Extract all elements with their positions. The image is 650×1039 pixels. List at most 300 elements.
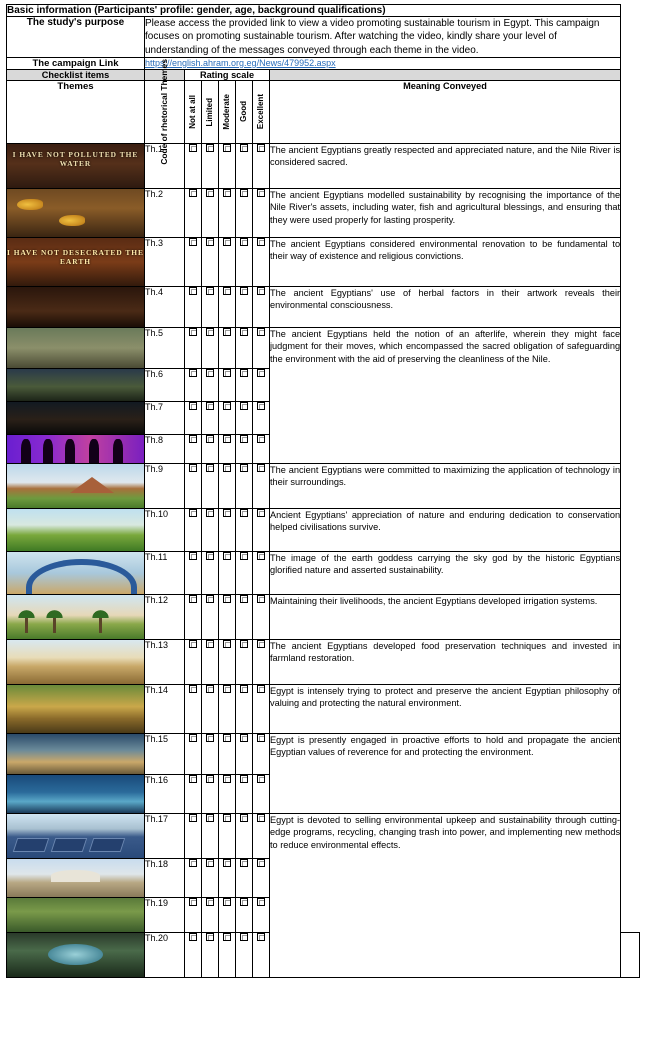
checkbox-icon[interactable]	[240, 685, 248, 693]
checkbox-icon[interactable]	[257, 287, 265, 295]
checkbox-icon[interactable]	[240, 287, 248, 295]
table-row	[7, 188, 640, 237]
pyramid-icon	[70, 477, 114, 493]
checkbox-icon[interactable]	[223, 734, 231, 742]
checkbox-icon[interactable]	[206, 328, 214, 336]
thumbnail-dark-scene	[7, 402, 144, 434]
checkbox-icon[interactable]	[240, 402, 248, 410]
rating-checkbox-1[interactable]	[202, 684, 219, 733]
checkbox-icon[interactable]	[240, 328, 248, 336]
rating-checkbox-0[interactable]	[185, 143, 202, 188]
rating-checkbox-1[interactable]	[202, 463, 219, 508]
rating-checkbox-3[interactable]	[236, 774, 253, 813]
checkbox-icon[interactable]	[223, 933, 231, 941]
table-row	[7, 508, 640, 551]
rating-checkbox-3[interactable]	[236, 932, 253, 977]
rating-checkbox-4[interactable]	[253, 594, 270, 639]
rating-checkbox-1[interactable]	[202, 143, 219, 188]
theme-thumbnail	[7, 551, 145, 594]
rating-checkbox-2[interactable]	[219, 368, 236, 401]
checkbox-icon[interactable]	[257, 238, 265, 246]
theme-thumbnail	[7, 897, 145, 932]
checkbox-icon[interactable]	[223, 287, 231, 295]
checkbox-icon[interactable]	[240, 369, 248, 377]
checkbox-icon[interactable]	[257, 898, 265, 906]
study-purpose-row	[7, 17, 640, 58]
thumbnail-farming-scene	[7, 640, 144, 684]
rating-checkbox-2[interactable]	[219, 508, 236, 551]
theme-code: Th.1	[145, 143, 185, 188]
theme-thumbnail	[7, 434, 145, 463]
rating-checkbox-3[interactable]	[236, 463, 253, 508]
rating-checkbox-0[interactable]	[185, 401, 202, 434]
theme-meaning: The ancient Egyptians developed food preservation techniques and invested in farmland restoration.	[270, 639, 621, 684]
rating-checkbox-3[interactable]	[236, 594, 253, 639]
rating-checkbox-4[interactable]	[253, 188, 270, 237]
theme-meaning: The ancient Egyptians' use of herbal factors in their artwork reveals their environmental consciousness.	[270, 286, 621, 327]
rating-checkbox-3[interactable]	[236, 813, 253, 858]
checkbox-icon[interactable]	[257, 509, 265, 517]
rating-checkbox-2[interactable]	[219, 434, 236, 463]
rating-checkbox-0[interactable]	[185, 594, 202, 639]
rating-checkbox-0[interactable]	[185, 897, 202, 932]
checkbox-icon[interactable]	[257, 435, 265, 443]
checkbox-icon[interactable]	[223, 144, 231, 152]
checkbox-icon[interactable]	[223, 369, 231, 377]
theme-code: Th.18	[145, 858, 185, 897]
checkbox-icon[interactable]	[206, 859, 214, 867]
rating-checkbox-0[interactable]	[185, 286, 202, 327]
basic-information-row	[7, 5, 640, 17]
rating-checkbox-0[interactable]	[185, 684, 202, 733]
rating-checkbox-3[interactable]	[236, 551, 253, 594]
checkbox-icon[interactable]	[257, 933, 265, 941]
rating-checkbox-0[interactable]	[185, 813, 202, 858]
theme-code: Th.3	[145, 237, 185, 286]
theme-thumbnail	[7, 143, 145, 188]
rating-checkbox-3[interactable]	[236, 401, 253, 434]
thumbnail-earth-inscription	[7, 238, 144, 286]
scale-header-good	[236, 80, 253, 143]
palm-tree-icon	[53, 615, 56, 633]
theme-thumbnail	[7, 774, 145, 813]
rating-checkbox-4[interactable]	[253, 143, 270, 188]
theme-meaning: Maintaining their livelihoods, the ancient Egyptians developed irrigation systems.	[270, 594, 621, 639]
rating-checkbox-2[interactable]	[219, 551, 236, 594]
theme-meaning: The ancient Egyptians were committed to maximizing the application of technology in their surroundings.	[270, 463, 621, 508]
theme-meaning: Ancient Egyptians' appreciation of nature and enduring dedication to conservation helped civilisations survive.	[270, 508, 621, 551]
rating-checkbox-2[interactable]	[219, 237, 236, 286]
checkbox-icon[interactable]	[206, 640, 214, 648]
rating-checkbox-1[interactable]	[202, 639, 219, 684]
thumbnail-solar-panels	[7, 814, 144, 858]
thumbnail-silhouettes	[7, 435, 144, 463]
rating-checkbox-4[interactable]	[253, 639, 270, 684]
table-row	[7, 143, 640, 188]
rating-checkbox-2[interactable]	[219, 813, 236, 858]
checkbox-icon[interactable]	[257, 402, 265, 410]
thumbnail-nile-landscape	[7, 369, 144, 401]
rating-checkbox-1[interactable]	[202, 434, 219, 463]
rating-checkbox-2[interactable]	[219, 684, 236, 733]
solar-panel-icon	[13, 838, 50, 852]
checkbox-icon[interactable]	[189, 775, 197, 783]
checkbox-icon[interactable]	[189, 552, 197, 560]
rating-checkbox-3[interactable]	[236, 639, 253, 684]
theme-code: Th.13	[145, 639, 185, 684]
rating-checkbox-3[interactable]	[236, 434, 253, 463]
checkbox-icon[interactable]	[223, 775, 231, 783]
rating-checkbox-1[interactable]	[202, 897, 219, 932]
rating-checkbox-4[interactable]	[253, 774, 270, 813]
theme-code: Th.10	[145, 508, 185, 551]
checkbox-icon[interactable]	[189, 435, 197, 443]
checkbox-icon[interactable]	[257, 685, 265, 693]
column-header-row	[7, 80, 640, 143]
checkbox-icon[interactable]	[257, 859, 265, 867]
checkbox-icon[interactable]	[223, 464, 231, 472]
checkbox-icon[interactable]	[189, 898, 197, 906]
theme-thumbnail	[7, 286, 145, 327]
rating-checkbox-1[interactable]	[202, 813, 219, 858]
rating-checkbox-2[interactable]	[219, 774, 236, 813]
rating-checkbox-0[interactable]	[185, 551, 202, 594]
rating-checkbox-2[interactable]	[219, 188, 236, 237]
palm-tree-icon	[99, 615, 102, 633]
checkbox-icon[interactable]	[257, 734, 265, 742]
checkbox-icon[interactable]	[257, 595, 265, 603]
table-row	[7, 594, 640, 639]
rating-checkbox-0[interactable]	[185, 188, 202, 237]
silhouette-icon	[89, 439, 99, 463]
theme-meaning: The ancient Egyptians modelled sustainability by recognising the importance of the Nile River's assets, including water, fish and agricultural blessings, and ensuring that they were used properly for lasting prosperity.	[270, 188, 621, 237]
checkbox-icon[interactable]	[189, 189, 197, 197]
checkbox-icon[interactable]	[240, 144, 248, 152]
checkbox-icon[interactable]	[189, 933, 197, 941]
checkbox-icon[interactable]	[189, 238, 197, 246]
checkbox-icon[interactable]	[223, 509, 231, 517]
thumbnail-green-fields	[7, 509, 144, 551]
rating-checkbox-2[interactable]	[219, 463, 236, 508]
code-column-label: Code of rhetorical Themes	[158, 59, 169, 165]
rating-checkbox-1[interactable]	[202, 774, 219, 813]
study-purpose-label: The study's purpose	[7, 17, 145, 58]
campaign-link-cell[interactable]	[145, 57, 621, 69]
theme-thumbnail	[7, 813, 145, 858]
checkbox-icon[interactable]	[223, 814, 231, 822]
checkbox-icon[interactable]	[223, 898, 231, 906]
table-row	[7, 813, 640, 858]
checkbox-icon[interactable]	[223, 595, 231, 603]
theme-code: Th.6	[145, 368, 185, 401]
scale-header-excellent	[253, 80, 270, 143]
rating-checkbox-2[interactable]	[219, 401, 236, 434]
checkbox-icon[interactable]	[206, 189, 214, 197]
checkbox-icon[interactable]	[240, 435, 248, 443]
checkbox-icon[interactable]	[240, 552, 248, 560]
checkbox-icon[interactable]	[257, 369, 265, 377]
checkbox-icon[interactable]	[240, 640, 248, 648]
silhouette-icon	[43, 439, 53, 463]
checkbox-icon[interactable]	[189, 509, 197, 517]
theme-meaning: The ancient Egyptians held the notion of an afterlife, wherein they might face judgment for their moves, which encompassed the sacred obligation of safeguarding the environment with the aid of preserving the cleanliness of the Nile.	[270, 327, 621, 463]
checkbox-icon[interactable]	[257, 189, 265, 197]
rating-checkbox-0[interactable]	[185, 858, 202, 897]
checkbox-icon[interactable]	[206, 509, 214, 517]
rating-checkbox-0[interactable]	[185, 327, 202, 368]
checkbox-icon[interactable]	[206, 464, 214, 472]
thumbnail-sky-goddess	[7, 552, 144, 594]
checkbox-icon[interactable]	[206, 814, 214, 822]
checkbox-icon[interactable]	[189, 859, 197, 867]
rating-checkbox-1[interactable]	[202, 286, 219, 327]
rating-checkbox-4[interactable]	[253, 286, 270, 327]
theme-thumbnail	[7, 368, 145, 401]
checkbox-icon[interactable]	[257, 640, 265, 648]
meaning-column-header: Meaning Conveyed	[270, 80, 621, 143]
rating-checkbox-0[interactable]	[185, 639, 202, 684]
theme-code: Th.12	[145, 594, 185, 639]
thumbnail-pyramid-landscape	[7, 464, 144, 508]
theme-meaning: The image of the earth goddess carrying the sky god by the historic Egyptians glorified nature and asserted sustainability.	[270, 551, 621, 594]
checkbox-icon[interactable]	[189, 640, 197, 648]
rating-checkbox-2[interactable]	[219, 143, 236, 188]
rating-checkbox-4[interactable]	[253, 932, 270, 977]
checkbox-icon[interactable]	[223, 402, 231, 410]
rating-checkbox-0[interactable]	[185, 368, 202, 401]
checkbox-icon[interactable]	[189, 734, 197, 742]
basic-information-label: Basic information (Participants' profile: gender, age, background qualifications)	[7, 5, 621, 17]
rating-checkbox-3[interactable]	[236, 188, 253, 237]
checkbox-icon[interactable]	[189, 595, 197, 603]
checkbox-icon[interactable]	[206, 144, 214, 152]
scale-label-2: Moderate	[221, 94, 231, 130]
rating-checkbox-1[interactable]	[202, 368, 219, 401]
arch-figure-icon	[26, 559, 137, 593]
rating-checkbox-1[interactable]	[202, 858, 219, 897]
rating-checkbox-3[interactable]	[236, 286, 253, 327]
theme-code: Th.4	[145, 286, 185, 327]
rating-checkbox-3[interactable]	[236, 327, 253, 368]
rating-checkbox-1[interactable]	[202, 733, 219, 774]
thumbnail-greenery	[7, 898, 144, 932]
rating-checkbox-4[interactable]	[253, 858, 270, 897]
rating-checkbox-3[interactable]	[236, 733, 253, 774]
theme-code: Th.2	[145, 188, 185, 237]
checkbox-icon[interactable]	[240, 464, 248, 472]
checkbox-icon[interactable]	[223, 189, 231, 197]
dome-icon	[51, 870, 100, 881]
checkbox-icon[interactable]	[240, 595, 248, 603]
theme-code: Th.16	[145, 774, 185, 813]
thumbnail-afterlife-judgment	[7, 328, 144, 368]
checkbox-icon[interactable]	[206, 775, 214, 783]
rating-checkbox-2[interactable]	[219, 897, 236, 932]
theme-thumbnail	[7, 594, 145, 639]
rating-checkbox-2[interactable]	[219, 733, 236, 774]
rating-checkbox-4[interactable]	[253, 237, 270, 286]
checkbox-icon[interactable]	[206, 402, 214, 410]
theme-code: Th.19	[145, 897, 185, 932]
checkbox-icon[interactable]	[240, 933, 248, 941]
checkbox-icon[interactable]	[223, 328, 231, 336]
checkbox-icon[interactable]	[257, 552, 265, 560]
checkbox-icon[interactable]	[189, 814, 197, 822]
rating-checkbox-4[interactable]	[253, 327, 270, 368]
rating-checkbox-4[interactable]	[253, 463, 270, 508]
checkbox-icon[interactable]	[257, 775, 265, 783]
rating-checkbox-3[interactable]	[236, 368, 253, 401]
rating-checkbox-4[interactable]	[253, 508, 270, 551]
checkbox-icon[interactable]	[206, 595, 214, 603]
checkbox-icon[interactable]	[240, 814, 248, 822]
rating-checkbox-3[interactable]	[236, 237, 253, 286]
palm-tree-icon	[25, 615, 28, 633]
rating-checkbox-3[interactable]	[236, 508, 253, 551]
rating-checkbox-0[interactable]	[185, 733, 202, 774]
theme-thumbnail	[7, 508, 145, 551]
checkbox-icon[interactable]	[240, 509, 248, 517]
scale-label-3: Good	[238, 101, 248, 123]
theme-code: Th.8	[145, 434, 185, 463]
theme-thumbnail	[7, 327, 145, 368]
scale-header-limited	[202, 80, 219, 143]
scale-label-4: Excellent	[255, 94, 265, 130]
checkbox-icon[interactable]	[257, 464, 265, 472]
checkbox-icon[interactable]	[223, 435, 231, 443]
thumbnail-water-treatment	[7, 933, 144, 977]
rating-checkbox-0[interactable]	[185, 237, 202, 286]
theme-thumbnail	[7, 237, 145, 286]
checkbox-icon[interactable]	[189, 328, 197, 336]
pond-icon	[48, 944, 103, 965]
thumbnail-herbal-artwork	[7, 287, 144, 327]
study-purpose-text: Please access the provided link to view a video promoting sustainable tourism in Egypt. This campaign focuses on promoting sustainable tourism. After watching the video, kindly share your level of understanding of the messages conveyed through each theme in the video.	[145, 17, 621, 58]
checkbox-icon[interactable]	[257, 144, 265, 152]
theme-thumbnail	[7, 932, 145, 977]
rating-checkbox-3[interactable]	[236, 684, 253, 733]
checkbox-icon[interactable]	[240, 238, 248, 246]
rating-checkbox-1[interactable]	[202, 188, 219, 237]
checkbox-icon[interactable]	[189, 685, 197, 693]
questionnaire-sheet	[0, 4, 650, 978]
rating-checkbox-3[interactable]	[236, 858, 253, 897]
questionnaire-table	[6, 4, 640, 978]
rating-checkbox-1[interactable]	[202, 327, 219, 368]
table-row	[7, 237, 640, 286]
checkbox-icon[interactable]	[223, 685, 231, 693]
checkbox-icon[interactable]	[206, 898, 214, 906]
scale-label-1: Limited	[204, 97, 214, 127]
rating-checkbox-4[interactable]	[253, 813, 270, 858]
rating-checkbox-3[interactable]	[236, 143, 253, 188]
rating-checkbox-4[interactable]	[253, 368, 270, 401]
thumbnail-water-pipe	[7, 775, 144, 813]
checkbox-icon[interactable]	[223, 640, 231, 648]
rating-checkbox-2[interactable]	[219, 594, 236, 639]
theme-thumbnail	[7, 858, 145, 897]
rating-checkbox-0[interactable]	[185, 463, 202, 508]
checkbox-icon[interactable]	[257, 814, 265, 822]
checklist-items-row	[7, 69, 640, 80]
theme-meaning: The ancient Egyptians greatly respected and appreciated nature, and the Nile River is considered sacred.	[270, 143, 621, 188]
theme-code: Th.11	[145, 551, 185, 594]
rating-checkbox-2[interactable]	[219, 327, 236, 368]
checkbox-icon[interactable]	[206, 435, 214, 443]
rating-checkbox-4[interactable]	[253, 897, 270, 932]
table-row	[7, 639, 640, 684]
checkbox-icon[interactable]	[240, 898, 248, 906]
checkbox-icon[interactable]	[206, 238, 214, 246]
rating-checkbox-1[interactable]	[202, 551, 219, 594]
checkbox-icon[interactable]	[223, 859, 231, 867]
theme-meaning: Egypt is intensely trying to protect and preserve the ancient Egyptian philosophy of valuing and protecting the natural environment.	[270, 684, 621, 733]
table-row	[7, 551, 640, 594]
checkbox-icon[interactable]	[189, 402, 197, 410]
theme-meaning	[621, 932, 640, 977]
checkbox-icon[interactable]	[206, 933, 214, 941]
checkbox-icon[interactable]	[206, 734, 214, 742]
rating-checkbox-2[interactable]	[219, 858, 236, 897]
rating-checkbox-4[interactable]	[253, 551, 270, 594]
rating-checkbox-3[interactable]	[236, 897, 253, 932]
checkbox-icon[interactable]	[189, 287, 197, 295]
checkbox-icon[interactable]	[240, 775, 248, 783]
checkbox-icon[interactable]	[257, 328, 265, 336]
rating-checkbox-0[interactable]	[185, 508, 202, 551]
rating-checkbox-4[interactable]	[253, 434, 270, 463]
rating-checkbox-0[interactable]	[185, 774, 202, 813]
rating-checkbox-2[interactable]	[219, 932, 236, 977]
rating-checkbox-4[interactable]	[253, 401, 270, 434]
checkbox-icon[interactable]	[206, 287, 214, 295]
rating-checkbox-2[interactable]	[219, 286, 236, 327]
rating-checkbox-2[interactable]	[219, 639, 236, 684]
checkbox-icon[interactable]	[240, 859, 248, 867]
checkbox-icon[interactable]	[189, 144, 197, 152]
theme-code: Th.20	[145, 932, 185, 977]
rating-checkbox-0[interactable]	[185, 434, 202, 463]
checkbox-icon[interactable]	[206, 552, 214, 560]
theme-thumbnail	[7, 733, 145, 774]
solar-panel-icon	[51, 838, 88, 852]
checkbox-icon[interactable]	[223, 552, 231, 560]
checkbox-icon[interactable]	[206, 685, 214, 693]
campaign-link[interactable]: https://english.ahram.org.eg/News/479952.aspx	[145, 57, 336, 68]
scale-header-moderate	[219, 80, 236, 143]
checkbox-icon[interactable]	[189, 464, 197, 472]
checkbox-icon[interactable]	[189, 369, 197, 377]
checkbox-icon[interactable]	[240, 189, 248, 197]
fish-icon	[17, 199, 43, 210]
rating-checkbox-1[interactable]	[202, 401, 219, 434]
theme-meaning: Egypt is presently engaged in proactive efforts to hold and propagate the ancient Egyptian values of reverence for and protecting the environment.	[270, 733, 621, 813]
rating-checkbox-1[interactable]	[202, 594, 219, 639]
checkbox-icon[interactable]	[206, 369, 214, 377]
checkbox-icon[interactable]	[223, 238, 231, 246]
checklist-items-label: Checklist items	[7, 69, 145, 80]
rating-checkbox-1[interactable]	[202, 932, 219, 977]
thumbnail-heritage-site	[7, 734, 144, 774]
rating-checkbox-1[interactable]	[202, 237, 219, 286]
table-row	[7, 733, 640, 774]
rating-checkbox-0[interactable]	[185, 932, 202, 977]
rating-checkbox-4[interactable]	[253, 684, 270, 733]
rating-checkbox-1[interactable]	[202, 508, 219, 551]
checkbox-icon[interactable]	[240, 734, 248, 742]
table-row	[7, 286, 640, 327]
rating-checkbox-4[interactable]	[253, 733, 270, 774]
